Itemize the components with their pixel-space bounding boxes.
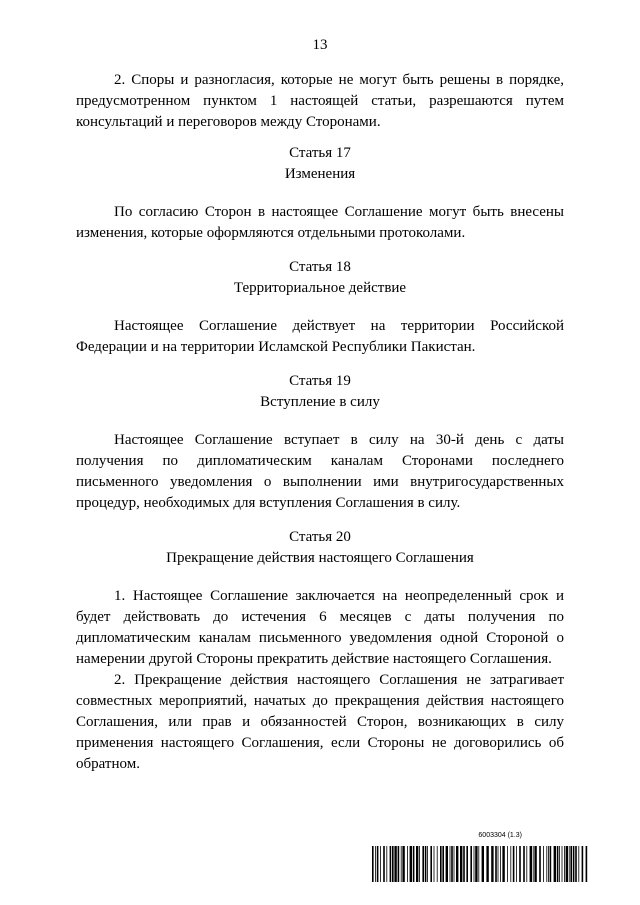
paragraph-termination-2: 2. Прекращение действия настоящего Соглашения не затрагивает совместных мероприятий, начатых до прекращения действия настоящего Соглашения, или прав и обязанностей Сторон, возникающих в силу применения настоящего Соглашения, если Стороны не договорились об обратном. — [76, 672, 564, 772]
article-20-heading — [76, 527, 564, 569]
barcode-image — [372, 846, 588, 882]
article-number: Статья 19 — [289, 373, 351, 389]
paragraph-territorial: Настоящее Соглашение действует на территории Российской Федерации и на территории Исламской Республики Пакистан. — [76, 318, 564, 355]
document-body — [76, 70, 564, 775]
article-17-heading — [76, 143, 564, 185]
article-number: Статья 17 — [289, 145, 351, 161]
paragraph-disputes: 2. Споры и разногласия, которые не могут быть решены в порядке, предусмотренном пунктом 1 настоящей статьи, разрешаются путем консультаций и переговоров между Сторонами. — [76, 72, 564, 130]
page-number: 13 — [312, 37, 328, 53]
article-title: Территориальное действие — [233, 280, 407, 296]
paragraph-entry-into-force: Настоящее Соглашение вступает в силу на 30-й день с даты получения по дипломатическим каналам Сторонами последнего письменного уведомления о выполнении ими внутригосударственных процедур, необходимых для вступления Соглашения в силу. — [76, 432, 564, 511]
article-title: Вступление в силу — [260, 394, 380, 410]
paragraph-amendments: По согласию Сторон в настоящее Соглашение могут быть внесены изменения, которые оформляются отдельными протоколами. — [76, 204, 564, 241]
article-19-heading — [76, 371, 564, 413]
article-number: Статья 18 — [289, 259, 351, 275]
barcode-caption: 6003304 (1.3) — [478, 832, 522, 839]
article-18-heading — [76, 257, 564, 299]
article-number: Статья 20 — [289, 529, 351, 545]
article-title: Прекращение действия настоящего Соглашения — [166, 550, 474, 566]
paragraph-termination-1: 1. Настоящее Соглашение заключается на неопределенный срок и будет действовать до истечения 6 месяцев с даты получения по дипломатическим каналам письменного уведомления одной Стороной о намерении другой Стороны прекратить действие настоящего Соглашения. — [76, 588, 564, 667]
article-title: Изменения — [284, 166, 356, 182]
barcode — [372, 832, 588, 882]
